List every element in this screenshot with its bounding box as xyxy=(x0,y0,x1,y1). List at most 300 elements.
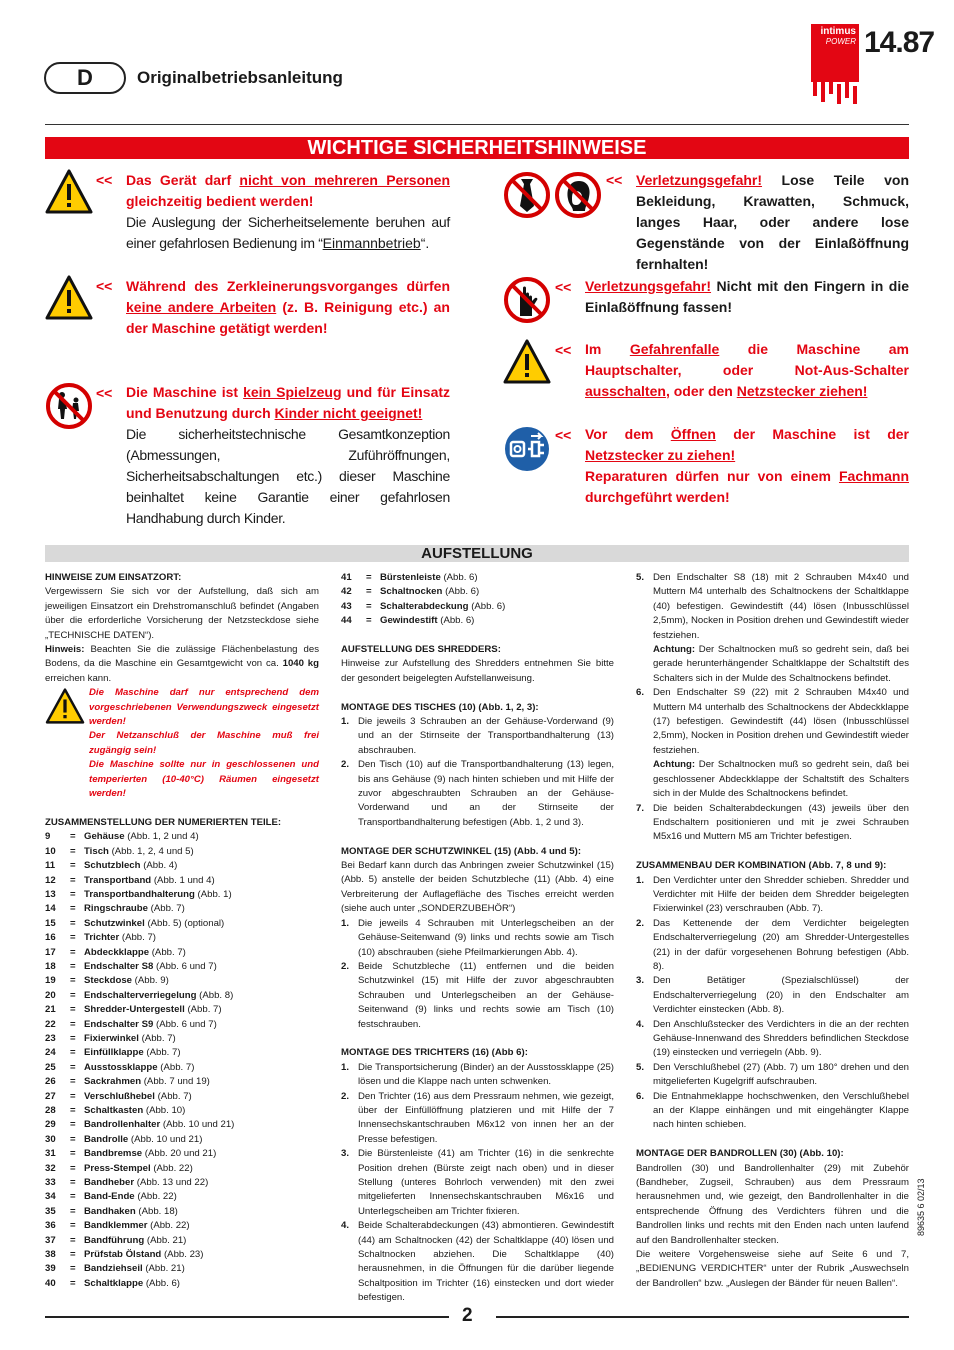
list-number: 1. xyxy=(341,716,350,728)
part-row xyxy=(45,1234,319,1248)
part-row xyxy=(45,874,319,888)
part-equals: = xyxy=(366,572,372,583)
part-row xyxy=(341,585,614,599)
warning-text-5-underline: Verletzungsgefahr! xyxy=(585,278,712,294)
part-name: Steckdose xyxy=(84,975,132,987)
warning-text-1-body-end: “. xyxy=(420,235,430,251)
warning-arrow: << xyxy=(606,172,623,188)
part-ref: (Abb. 6) xyxy=(443,572,478,583)
part-row xyxy=(45,1075,319,1089)
part-equals: = xyxy=(70,1119,76,1131)
part-row xyxy=(45,830,319,844)
part-number: 16 xyxy=(45,932,56,944)
warning-text-7-underline-3: Fachmann xyxy=(838,468,909,484)
hint-text: Beachten Sie die zulässige Flächenbelastung des Bodens, da die Maschine ein Gesamtgewicht von ca. xyxy=(45,644,319,670)
part-ref: (Abb. 10 und 21) xyxy=(162,1119,235,1131)
list-item xyxy=(636,571,909,686)
part-text xyxy=(84,1162,319,1176)
warning-text-2-underline: keine andere Arbeiten xyxy=(126,299,277,315)
part-ref: (Abb. 7) xyxy=(141,1032,176,1044)
part-text xyxy=(84,888,319,902)
part-equals: = xyxy=(70,1032,76,1044)
part-number: 10 xyxy=(45,845,56,857)
footer-line-left xyxy=(45,1316,449,1318)
list-item xyxy=(341,917,614,960)
warning-triangle-icon xyxy=(503,338,551,386)
list-text: Die Transportsicherung (Binder) an der Ausstossklappe (25) lösen und die Klappe nach unten schwenken. xyxy=(358,1061,614,1088)
part-text xyxy=(84,931,319,945)
warning-text-6-red-mid-2: , oder den xyxy=(665,383,737,399)
part-row xyxy=(45,845,319,859)
document-subtitle: Originalbetriebsanleitung xyxy=(137,68,343,87)
part-name: Band-Ende xyxy=(84,1191,135,1203)
list-number: 6. xyxy=(636,687,645,699)
no-fingers-icon xyxy=(503,276,551,324)
warning-text-1-body-underline: Einmannbetrieb xyxy=(322,235,421,251)
warning-text-7-underline-2: Netzstecker zu ziehen! xyxy=(585,447,736,463)
part-equals: = xyxy=(70,1105,76,1117)
steps-list xyxy=(636,571,909,845)
part-name: Bandklemmer xyxy=(84,1220,148,1232)
part-name: Gehäuse xyxy=(84,831,125,843)
language-badge: D xyxy=(44,62,126,94)
part-row xyxy=(45,1248,319,1262)
part-number: 42 xyxy=(341,586,352,598)
part-number: 39 xyxy=(45,1263,56,1275)
heading: ZUSAMMENSTELLUNG DER NUMERIERTEN TEILE: xyxy=(45,816,282,828)
paragraph-hint xyxy=(45,643,319,686)
part-name: Schalterabdeckung xyxy=(380,600,469,612)
list-item xyxy=(341,1061,614,1090)
warning-text-1-body: Die Auslegung der Sicherheitselemente beruhen auf einer gefahrlosen Bedienung im “ xyxy=(126,214,450,251)
part-name: Bandbremse xyxy=(84,1148,143,1160)
part-row xyxy=(45,1262,319,1276)
part-text xyxy=(84,1046,319,1060)
part-equals: = xyxy=(366,615,372,627)
part-number: 34 xyxy=(45,1191,56,1203)
part-row xyxy=(45,1018,319,1032)
part-equals: = xyxy=(366,586,372,598)
part-text xyxy=(84,917,319,931)
warning-text-3-underline-2: Kinder nicht geeignet! xyxy=(274,405,423,421)
part-ref: (Abb. 22) xyxy=(153,1162,193,1174)
part-number: 44 xyxy=(341,615,352,627)
part-number: 9 xyxy=(45,831,51,843)
part-text xyxy=(84,830,319,844)
part-number: 15 xyxy=(45,917,56,929)
part-row xyxy=(45,1190,319,1204)
part-text xyxy=(84,902,319,916)
heading: AUFSTELLUNG DES SHREDDERS: xyxy=(341,644,501,656)
logo-brand: intimus xyxy=(820,26,856,37)
warning-text-4-body: Lose Teile von Bekleidung, Krawatten, Schmuck, langes Haar, oder andere lose Gegenstände von der Einlaßöffnung fernhalten! xyxy=(636,172,909,272)
part-row xyxy=(45,1090,319,1104)
weight-value: 1040 kg xyxy=(282,658,319,670)
part-equals: = xyxy=(70,1277,76,1289)
warning-text-3-body: Die sicherheitstechnische Gesamtkonzeption (Abmessungen, Zuführöffnungen, Sicherheitsabschaltungen etc.) dieser Maschine beinhaltet keine Garantie einer gefahrlosen Handhabung durch Kinder. xyxy=(126,426,450,526)
part-ref: (Abb. 7) xyxy=(151,946,186,958)
list-number: 1. xyxy=(341,917,350,929)
part-text xyxy=(84,960,319,974)
section-title: AUFSTELLUNG xyxy=(45,545,909,562)
footer-line-right xyxy=(496,1316,909,1318)
warning-text-4-underline: Verletzungsgefahr! xyxy=(636,172,763,188)
part-row xyxy=(341,614,614,628)
part-name: Abdeckklappe xyxy=(84,946,150,958)
part-ref: (Abb. 7) xyxy=(187,1004,222,1016)
warning-arrow: << xyxy=(555,342,572,358)
list-number: 4. xyxy=(341,1220,350,1232)
heading: MONTAGE DER BANDROLLEN (30) (Abb. 10): xyxy=(636,1148,844,1160)
part-text xyxy=(84,845,319,859)
part-name: Schutzwinkel xyxy=(84,917,145,929)
list-text: Beide Schutzbleche (11) entfernen und die beiden Schutzwinkel (15) mit Hilfe der zuvor abgeschraubten Schrauben und Unterlegscheiben an der Gehäuse-Seitenwand (9) links und rechts sowie am Tisch (10) festschrauben. xyxy=(358,960,614,1030)
logo-sub: POWER xyxy=(825,37,856,46)
warning-text-7 xyxy=(585,424,909,508)
part-text xyxy=(84,1277,319,1291)
part-equals: = xyxy=(70,1004,76,1016)
warning-text-1-red: Das Gerät darf xyxy=(126,172,240,188)
list-text: Den Verschlußhebel (27) (Abb. 7) um 180° drehen und den mitgelieferten Kugelgriff aufschrauben. xyxy=(653,1061,909,1088)
part-ref: (Abb. 6) xyxy=(145,1277,180,1289)
warning-triangle-icon xyxy=(45,168,93,216)
part-row xyxy=(45,1133,319,1147)
heading: MONTAGE DES TISCHES (10) (Abb. 1, 2, 3): xyxy=(341,701,539,713)
part-row xyxy=(45,989,319,1003)
note-label: Achtung: xyxy=(653,759,696,771)
header-divider xyxy=(45,124,909,125)
part-ref: (Abb. 6) xyxy=(471,600,506,612)
list-item xyxy=(636,802,909,845)
inline-warning-1: Die Maschine darf nur entsprechend dem vorgeschriebenen Verwendungszweck eingesetzt werden! xyxy=(89,687,319,728)
column-1 xyxy=(45,571,319,1291)
part-equals: = xyxy=(70,1191,76,1203)
part-text xyxy=(84,974,319,988)
part-name: Bandrollenhalter xyxy=(84,1119,161,1131)
part-text xyxy=(84,874,319,888)
part-name: Schaltklappe xyxy=(84,1277,144,1289)
warning-text-6-underline-3: Netzstecker ziehen! xyxy=(736,383,868,399)
part-equals: = xyxy=(70,1076,76,1088)
part-text xyxy=(84,1234,319,1248)
part-text xyxy=(84,1205,319,1219)
list-text: Den Endschalter S9 (22) mit 2 Schrauben M4x40 und Muttern M4 unterhalb des Schaltnockens der Abdeckklappe (17) befestigen. Gewindestift (44) lösen (Inbusschlüssel 2,5mm), Nocken in Position drehen und Gewindestift wieder festziehen. xyxy=(653,687,909,756)
part-equals: = xyxy=(70,860,76,872)
part-name: Transportband xyxy=(84,874,152,886)
part-number: 28 xyxy=(45,1105,56,1117)
part-text xyxy=(84,1147,319,1161)
part-equals: = xyxy=(70,917,76,929)
warning-text-3-red-mid: und für Einsatz und Benutzung durch xyxy=(126,384,451,421)
part-name: Fixierwinkel xyxy=(84,1032,139,1044)
part-number: 37 xyxy=(45,1234,56,1246)
part-ref: (Abb. 18) xyxy=(138,1205,178,1217)
part-ref: (Abb. 6) xyxy=(445,586,480,598)
part-number: 24 xyxy=(45,1047,56,1059)
part-ref: (Abb. 7) xyxy=(150,903,185,915)
part-ref: (Abb. 5) (optional) xyxy=(147,917,225,929)
part-name: Verschlußhebel xyxy=(84,1090,155,1102)
part-equals: = xyxy=(70,932,76,944)
part-equals: = xyxy=(70,888,76,900)
part-row xyxy=(45,1061,319,1075)
list-item xyxy=(341,960,614,1032)
list-number: 2. xyxy=(636,917,645,929)
list-text: Die Bürstenleiste (41) am Trichter (16) in die senkrechte Position drehen (Bürste zeigt nach oben) und in dieser Stellung (unteres Bohrloch verwenden) mit den zwei mitgelieferten Innensechskantschrauben M6x16 und Unterlegscheiben am Trichter fixieren. xyxy=(358,1148,614,1217)
part-text xyxy=(84,1061,319,1075)
list-number: 5. xyxy=(636,572,645,583)
part-equals: = xyxy=(70,1047,76,1059)
list-text: Den Betätiger (Spezialschlüssel) der Endschalterverriegelung (20) in den Endschalter am Verdichter einstecken (Abb. 8). xyxy=(653,975,909,1016)
part-text xyxy=(380,585,614,599)
part-text xyxy=(84,1090,319,1104)
part-ref: (Abb. 21) xyxy=(146,1234,187,1246)
part-number: 22 xyxy=(45,1018,56,1030)
part-row xyxy=(45,1003,319,1017)
part-name: Endschalter S8 xyxy=(84,960,154,972)
part-row xyxy=(45,960,319,974)
part-text xyxy=(84,1032,319,1046)
part-name: Gewindestift xyxy=(380,615,438,627)
list-item xyxy=(341,758,614,830)
part-name: Press-Stempel xyxy=(84,1162,151,1174)
part-equals: = xyxy=(70,1177,76,1189)
part-number: 29 xyxy=(45,1119,56,1131)
list-item xyxy=(636,1090,909,1133)
part-number: 43 xyxy=(341,600,352,612)
part-number: 32 xyxy=(45,1162,56,1174)
list-text: Den Tisch (10) auf die Transportbandhalterung (13) legen, bis ans Gehäuse (9) nach hinten schieben und mit Hilfe der zuvor abgeschraubten Schrauben an der Gehäuse-Vorderwand und an der Stirnseite der Transportbandhalterung befestigen (Abb. 1, 2 und 3). xyxy=(358,759,614,828)
part-equals: = xyxy=(70,1148,76,1160)
no-long-hair-icon xyxy=(554,171,602,219)
shred-strips-icon xyxy=(811,82,859,106)
part-ref: (Abb. 7) xyxy=(146,1047,181,1059)
list-item xyxy=(636,1018,909,1061)
part-row xyxy=(45,931,319,945)
part-equals: = xyxy=(70,1249,76,1261)
part-number: 13 xyxy=(45,888,56,900)
part-name: Endschalter S9 xyxy=(84,1018,154,1030)
part-equals: = xyxy=(70,946,76,958)
list-number: 2. xyxy=(341,1090,350,1102)
list-number: 5. xyxy=(636,1061,645,1073)
part-name: Trichter xyxy=(84,932,120,944)
part-number: 20 xyxy=(45,989,56,1001)
list-text: Den Anschlußstecker des Verdichters in die an der rechten Gehäuse-Innenwand des Shredders befindlichen Steckdose (19) einstecken und verriegeln (Abb. 9). xyxy=(653,1018,909,1059)
part-equals: = xyxy=(70,903,76,915)
part-text xyxy=(84,1104,319,1118)
list-text: Den Verdichter unter den Shredder schieben. Shredder und Verdichter mit Hilfe der beiden dem Shredder beigelegten Fixierwinkel (23) verschrauben (Abb. 7). xyxy=(653,874,909,915)
list-item xyxy=(636,917,909,975)
part-equals: = xyxy=(70,845,76,857)
part-number: 25 xyxy=(45,1061,56,1073)
no-tie-icon xyxy=(503,171,551,219)
warning-text-5-body: Nicht mit den Fingern in die Einlaßöffnung fassen! xyxy=(585,278,909,315)
list-text: Das Kettenende der dem Verdichter beigelegten Endschalterverriegelung (20) am Shredder-Untergestelles (21) in der dafür vorgesehenen Bohrung befestigen (Abb. 8). xyxy=(653,917,909,972)
part-ref: (Abb. 20 und 21) xyxy=(144,1148,217,1160)
part-ref: (Abb. 9) xyxy=(134,975,169,987)
part-name: Prüfstab Ölstand xyxy=(84,1249,162,1261)
warning-text-6-underline: Gefahrenfalle xyxy=(629,341,720,357)
list-item xyxy=(341,715,614,758)
part-ref: (Abb. 1) xyxy=(197,888,232,900)
part-name: Shredder-Untergestell xyxy=(84,1004,185,1016)
part-text xyxy=(84,1248,319,1262)
heading: MONTAGE DER SCHUTZWINKEL (15) (Abb. 4 und 5): xyxy=(341,845,582,857)
list-number: 4. xyxy=(636,1018,645,1030)
part-row xyxy=(45,1176,319,1190)
warning-text-6-red-mid: die Maschine am Hauptschalter, oder Not-Aus-Schalter xyxy=(585,341,910,378)
part-number: 11 xyxy=(45,860,56,872)
part-text xyxy=(84,989,319,1003)
part-ref: (Abb. 21) xyxy=(145,1263,185,1275)
list-text: Die jeweils 3 Schrauben an der Gehäuse-Vorderwand (9) und an der Stirnseite der Transportbandhalterung (13) abschrauben. xyxy=(358,716,614,756)
list-text: Beide Schalterabdeckungen (43) abmontieren. Gewindestift (44) am Schaltnocken (42) der Schaltklappe (40) lösen und Schaltnocken abziehen. Die Schaltklappe (40) herausnehmen, in die Öffnungen für die darüber liegende Schaltposition im Trichter (16) einstecken und dort wieder befestigen. xyxy=(358,1220,614,1304)
part-number: 35 xyxy=(45,1205,56,1217)
part-equals: = xyxy=(70,1220,76,1232)
hint-end: erreichen kann. xyxy=(45,672,112,684)
part-number: 26 xyxy=(45,1076,56,1088)
warning-arrow: << xyxy=(555,279,572,295)
part-number: 14 xyxy=(45,903,56,915)
part-ref: (Abb. 23) xyxy=(163,1249,204,1261)
list-item xyxy=(636,686,909,801)
part-number: 21 xyxy=(45,1004,56,1016)
part-row xyxy=(45,1219,319,1233)
part-text xyxy=(84,1176,319,1190)
part-equals: = xyxy=(70,975,76,987)
part-text xyxy=(84,1133,319,1147)
list-item xyxy=(636,974,909,1017)
paragraph: Die weitere Vorgehensweise siehe auf Seite 6 und 7, „BEDIENUNG VERDICHTER“ unter der Rubrik „Auswechseln der Bandrollen“ bzw. „Auslegen der Bänder für neuen Ballen“. xyxy=(636,1249,909,1289)
paragraph: Bei Bedarf kann durch das Anbringen zweier Schutzwinkel (15) (Abb. 5) anstelle der beiden Schutzbleche (11) (Abb. 4) eine Verbreiterung der Auflagefläche des Tisches erreicht werden (siehe auch unter „SONDERZUBEHÖR“) xyxy=(341,860,614,915)
part-equals: = xyxy=(70,831,76,843)
warning-text-7-underline: Öffnen xyxy=(670,426,716,442)
part-text xyxy=(84,1003,319,1017)
safety-banner: WICHTIGE SICHERHEITSHINWEISE xyxy=(45,137,909,159)
part-row xyxy=(45,1032,319,1046)
list-item xyxy=(636,874,909,917)
warning-text-6-underline-2: ausschalten xyxy=(585,383,666,399)
part-name: Ausstossklappe xyxy=(84,1061,158,1073)
warning-text-3-underline: kein Spielzeug xyxy=(243,384,342,400)
part-row xyxy=(45,1277,319,1291)
part-row xyxy=(45,888,319,902)
part-name: Bandrolle xyxy=(84,1133,129,1145)
steps-list xyxy=(341,1061,614,1306)
part-number: 31 xyxy=(45,1148,56,1160)
part-ref: (Abb. 7) xyxy=(160,1061,195,1073)
part-text xyxy=(380,600,614,614)
part-ref: (Abb. 22) xyxy=(150,1220,190,1232)
part-row xyxy=(45,974,319,988)
part-equals: = xyxy=(70,960,76,972)
part-ref: (Abb. 13 und 22) xyxy=(136,1177,209,1189)
part-equals: = xyxy=(70,1090,76,1102)
warning-text-2-red-end: (z. B. Reinigung etc.) an der Maschine getätigt werden! xyxy=(126,299,450,336)
warning-triangle-icon xyxy=(45,688,85,724)
part-ref: (Abb. 1, 2, 4 und 5) xyxy=(111,845,194,857)
heading: MONTAGE DES TRICHTERS (16) (Abb 6): xyxy=(341,1047,528,1059)
part-ref: (Abb. 6 und 7) xyxy=(156,960,217,972)
part-name: Bürstenleiste xyxy=(380,572,441,583)
warning-text-7-red-line2: Reparaturen dürfen nur von einem xyxy=(585,468,839,484)
list-text: Den Endschalter S8 (18) mit 2 Schrauben M4x40 und Muttern M4 unterhalb des Schaltnockens der Schaltklappe (40) befestigen. Gewindestift (44) lösen (Inbusschlüssel 2,5mm), Nocken in Position drehen und Gewindestift wieder festziehen. xyxy=(653,572,909,641)
list-item xyxy=(636,1061,909,1090)
warning-text-1 xyxy=(126,170,450,254)
part-number: 41 xyxy=(341,572,352,583)
part-text xyxy=(84,859,319,873)
part-number: 40 xyxy=(45,1277,56,1289)
column-3 xyxy=(636,571,909,1291)
part-text xyxy=(84,1018,319,1032)
part-equals: = xyxy=(70,989,76,1001)
part-name: Schaltkasten xyxy=(84,1105,144,1117)
part-name: Bandhaken xyxy=(84,1205,136,1217)
part-equals: = xyxy=(70,1205,76,1217)
part-row xyxy=(45,902,319,916)
warning-text-3-red: Die Maschine ist xyxy=(126,384,244,400)
list-number: 2. xyxy=(341,759,350,771)
steps-list xyxy=(636,874,909,1133)
page-number: 2 xyxy=(462,1305,473,1326)
note-text: Der Schaltnocken muß so gedreht sein, daß bei gerade herunterhängender Schaltklappe der Schaltstift des Schalters sich in der Mulde des Schaltnockens befindet. xyxy=(653,644,909,684)
steps-list xyxy=(341,715,614,830)
part-ref: (Abb. 10) xyxy=(145,1105,186,1117)
part-row xyxy=(45,946,319,960)
list-number: 1. xyxy=(341,1061,350,1073)
list-item xyxy=(341,1219,614,1305)
part-text xyxy=(380,614,614,628)
warning-text-5 xyxy=(585,276,909,318)
part-name: Transportbandhalterung xyxy=(84,888,195,900)
brand-logo xyxy=(811,24,859,106)
part-name: Endschalterverriegelung xyxy=(84,989,197,1001)
part-number: 19 xyxy=(45,975,56,987)
warning-text-7-red-mid: der Maschine ist der xyxy=(715,426,909,442)
heading: HINWEISE ZUM EINSATZORT: xyxy=(45,572,182,583)
part-ref: (Abb. 22) xyxy=(137,1191,177,1203)
part-row xyxy=(45,1118,319,1132)
part-equals: = xyxy=(70,1133,76,1145)
warning-arrow: << xyxy=(96,172,113,188)
part-number: 30 xyxy=(45,1133,56,1145)
parts-list-continued xyxy=(341,571,614,629)
column-2 xyxy=(341,571,614,1306)
part-equals: = xyxy=(70,1263,76,1275)
warning-text-2 xyxy=(126,276,450,339)
hint-label: Hinweis: xyxy=(45,644,85,656)
part-text xyxy=(84,1190,319,1204)
unplug-mandatory-icon xyxy=(503,425,551,473)
part-text xyxy=(84,1075,319,1089)
part-row xyxy=(45,859,319,873)
list-text: Die Entnahmeklappe hochschwenken, den Verschlußhebel an der Klappe einhängen und mit eingehängter Klappe nach hinten schieben. xyxy=(653,1090,909,1131)
part-text xyxy=(84,1262,319,1276)
part-number: 18 xyxy=(45,960,56,972)
paragraph: Hinweise zur Aufstellung des Shredders entnehmen Sie bitte der gesondert beigelegten Aufstellanweisung. xyxy=(341,658,614,684)
list-item xyxy=(341,1090,614,1148)
list-text: Den Trichter (16) aus dem Pressraum nehmen, wie gezeigt, über der Einfüllöffnung platzieren und mit Hilfe der 7 Innensechskantschrauben M6x12 von innen her an der Presse befestigen. xyxy=(358,1090,614,1145)
list-number: 3. xyxy=(636,975,645,987)
list-number: 2. xyxy=(341,960,350,972)
part-name: Schutzblech xyxy=(84,860,141,872)
part-name: Einfüllklappe xyxy=(84,1047,144,1059)
part-equals: = xyxy=(70,1234,76,1246)
part-row xyxy=(45,917,319,931)
part-equals: = xyxy=(70,1061,76,1073)
part-ref: (Abb. 4) xyxy=(143,860,178,872)
